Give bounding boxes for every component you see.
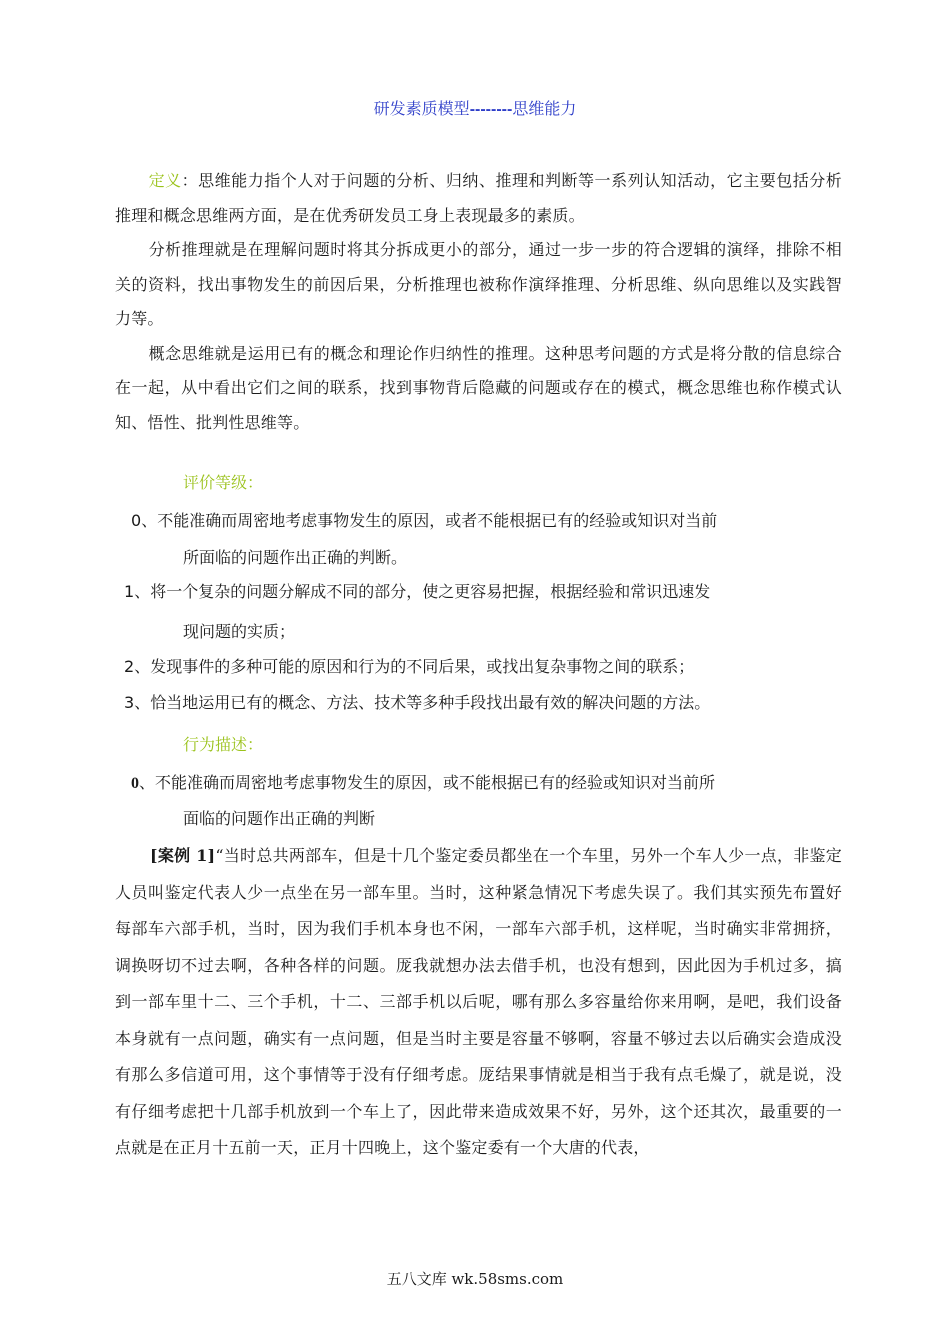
footer-watermark: 五八文库 wk.58sms.com xyxy=(386,1270,564,1288)
rating-item-3 xyxy=(124,693,710,713)
analysis-paragraph: 分析推理就是在理解问题时将其分拆成更小的部分，通过一步一步的符合逻辑的演绎，排除不相关的资料，找出事物发生的前因后果，分析推理也被称作演绎推理、分析思维、纵向思维以及实践智力等。 xyxy=(115,240,842,328)
definition-label: 定义 xyxy=(148,171,182,190)
rating-item-text: 、恰当地运用已有的概念、方法、技术等多种手段找出最有效的解决问题的方法。 xyxy=(134,693,711,712)
rating-item-2 xyxy=(124,657,694,677)
definition-paragraph xyxy=(115,164,842,233)
rating-item-1-continuation: 现问题的实质； xyxy=(183,622,296,641)
rating-item-text: 、发现事件的多种可能的原因和行为的不同后果，或找出复杂事物之间的联系； xyxy=(134,657,695,676)
rating-item-0 xyxy=(131,511,717,531)
behavior-item-0 xyxy=(131,773,715,794)
document-title xyxy=(0,96,950,119)
rating-item-number: 2 xyxy=(124,657,135,676)
rating-item-number: 1 xyxy=(124,582,135,601)
rating-item-text: 、将一个复杂的问题分解成不同的部分，使之更容易把握，根据经验和常识迅速发 xyxy=(134,582,711,601)
concept-paragraph: 概念思维就是运用已有的概念和理论作归纳性的推理。这种思考问题的方式是将分散的信息综合在一起，从中看出它们之间的联系，找到事物背后隐藏的问题或存在的模式，概念思维也称作模式认知、悟性、批判性思维等。 xyxy=(115,343,842,432)
rating-item-text: 、不能准确而周密地考虑事物发生的原因，或者不能根据已有的经验或知识对当前 xyxy=(141,511,718,530)
definition-text: ：思维能力指个人对于问题的分析、归纳、推理和判断等一系列认知活动，它主要包括分析推理和概念思维两方面，是在优秀研发员工身上表现最多的素质。 xyxy=(115,171,842,225)
rating-item-number: 3 xyxy=(124,693,135,712)
definition-section xyxy=(115,164,842,440)
case-paragraph xyxy=(115,838,842,1167)
behavior-item-number: 0 xyxy=(131,775,139,792)
title-dashes: -------- xyxy=(469,101,513,118)
rating-label: 评价等级： xyxy=(183,473,264,492)
title-prefix: 研发素质模型 xyxy=(373,99,470,118)
rating-item-0-continuation: 所面临的问题作出正确的判断。 xyxy=(183,548,408,567)
case-tag: [案例 1] xyxy=(150,846,216,865)
rating-item-number: 0 xyxy=(131,511,142,530)
behavior-item-text: 、不能准确而周密地考虑事物发生的原因，或不能根据已有的经验或知识对当前所 xyxy=(139,773,716,792)
behavior-item-0-continuation: 面临的问题作出正确的判断 xyxy=(183,809,376,828)
rating-item-1 xyxy=(124,582,710,602)
case-text: “当时总共两部车，但是十几个鉴定委员都坐在一个车里，另外一个车人少一点，非鉴定人员叫鉴定代表人少一点坐在另一部车里。当时，这种紧急情况下考虑失误了。我们其实预先布置好每部车六部手机，当时，因为我们手机本身也不闲，一部车六部手机，这样呢，当时确实非常拥挤，调换呀切不过去啊，各种各样的问题。厐我就想办法去借手机，也没有想到，因此因为手机过多，搞到一部车里十二、三个手机，十二、三部手机以后呢，哪有那么多容量给你来用啊，是吧，我们设备本身就有一点问题，确实有一点问题，但是当时主要是容量不够啊，容量不够过去以后确实会造成没有那么多信道可用，这个事情等于没有仔细考虑。厐结果事情就是相当于我有点毛燥了，就是说，没有仔细考虑把十几部手机放到一个车上了，因此带来造成效果不好，另外，这个还其次，最重要的一点就是在正月十五前一天，正月十四晚上，这个鉴定委有一个大唐的代表， xyxy=(115,846,842,1157)
title-suffix: 思维能力 xyxy=(512,99,577,118)
behavior-label: 行为描述： xyxy=(183,735,264,754)
